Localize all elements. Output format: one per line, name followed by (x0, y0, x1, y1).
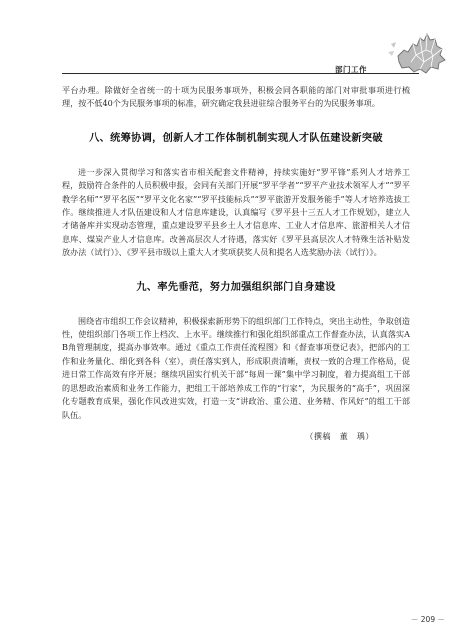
document-body (62, 84, 410, 442)
county-map-logo (386, 22, 450, 80)
section-8-heading: 八、统筹协调，创新人才工作体制机制实现人才队伍建设新突破 (89, 131, 383, 144)
section-9-paragraph: 围绕省市组织工作会议精神，积极探索新形势下的组织部门工作特点，突出主动性，争取创造性，使组织部门各项工作上档次、上水平。继续推行和强化组织部重点工作督查办法，认真落实AB角管理制度，提高办事效率。通过《重点工作责任流程图》和《督查事项登记表》，把部内的工作和业务量化、细化到各科（室），责任落实到人，形成职责清晰，责权一致的合理工作格局，促进日常工作高效有序开展；继续巩固实行机关干部“每周一课”集中学习制度，着力提高组工干部的思想政治素质和业务工作能力，把组工干部培养成工作的“行家”，为民服务的“高手”，巩固深化专题教育成果，强化作风改进实效，打造一支“讲政治、重公道、业务精、作风好”的组工干部队伍。 (62, 315, 410, 420)
section-tag: 部门工作 (335, 65, 367, 74)
intro-paragraph: 平台办理。除做好全省统一的十项为民服务事项外，积极会同各职能的部门对审批事项进行梳理，按不低40个为民服务事项的标准，研究确定我县进驻综合服务平台的为民服务事项。 (62, 85, 410, 109)
section-9-heading: 九、率先垂范，努力加强组织部门自身建设 (136, 280, 336, 293)
page-number: － 209 － (410, 615, 445, 624)
author-signature: （撰稿 董 瑀） (305, 430, 374, 441)
section-8-paragraph: 进一步深入贯彻学习和落实省市相关配套文件精神，持续实施好“罗平锋”系列人才培养工程，鼓励符合条件的人员积极申报，会同有关部门开展“罗平学者”“罗平产业技术领军人才”“罗平教学名师”“罗平名医”“罗平文化名家”“罗平技能标兵”“罗平旅游开发服务能手”等人才培养选拔工作。继续推进人才队伍建设和人才信息库建设，认真编写《罗平县十三五人才工作规划》，建立人才储备库并实现动态管理，重点建设罗平县乡土人才信息库、工业人才信息库、旅游相关人才信息库、煤炭产业人才信息库。改善高层次人才待遇，落实好《罗平县高层次人才特殊生活补贴发放办法（试行）》、《罗平县市级以上重大人才奖项获奖人员和提名人选奖励办法（试行）》。 (62, 166, 410, 258)
